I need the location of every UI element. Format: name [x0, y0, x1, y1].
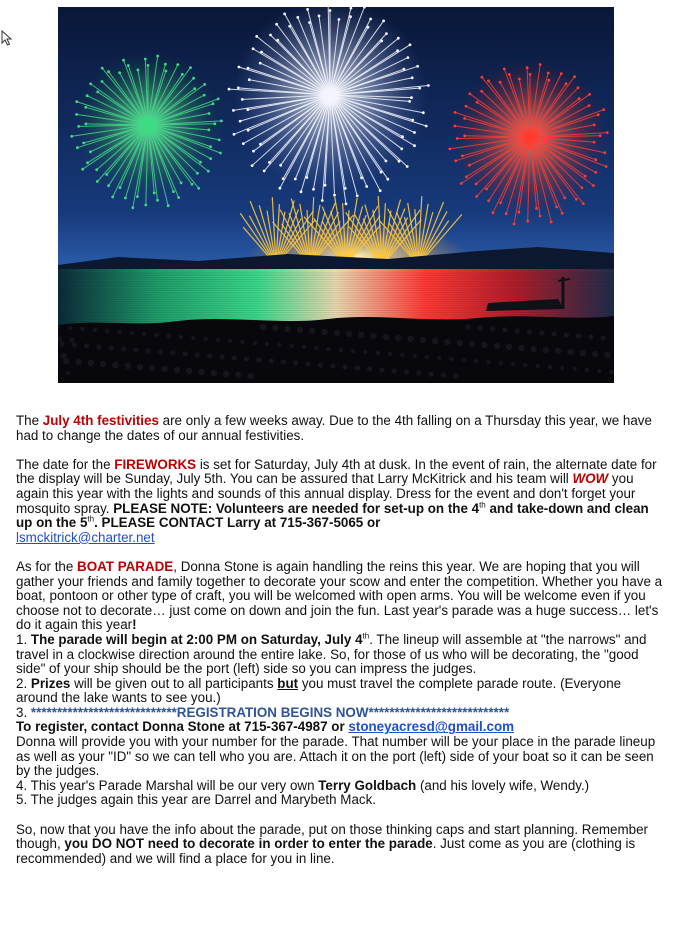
boat-parade-highlight: BOAT PARADE: [77, 558, 174, 574]
fireworks-photo: [58, 7, 614, 383]
july-4th-highlight: July 4th festivities: [42, 413, 159, 428]
fireworks-paragraph: The date for the FIREWORKS is set for Saturday, July 4th at dusk. In the event of rain, the alternate date for the display will be Sunday, July 5th. You can be assured that Larry McKitrick and his team will WOW you again this year with the lights and sounds of this annual display. Dress for the event and don't forget your mosquito spray. PLEASE NOTE: Volunteers are needed for set-up on the 4th and take-down and clean up on the 5th. PLEASE CONTACT Larry at 715-367-5065 or lsmckitrick@charter.net: [16, 456, 657, 545]
registration-contact: To register, contact Donna Stone at 715-367-4987 or: [16, 719, 349, 735]
registration-banner: ****************************REGISTRATION BEGINS NOW***************************: [30, 704, 510, 720]
donna-email-link[interactable]: stoneyacresd@gmail.com: [348, 719, 515, 735]
mouse-pointer-icon: [1, 30, 13, 46]
list-item-2: 2. Prizes will be given out to all participants but you must travel the complete parade route. (Everyone around the lake wants to see you.): [16, 675, 622, 706]
list-item-4: 4. This year's Parade Marshal will be our very own Terry Goldbach (and his lovely wife, Wendy.): [16, 777, 590, 793]
newsletter-body: [16, 414, 666, 866]
larry-email-link[interactable]: lsmckitrick@charter.net: [16, 529, 155, 545]
wow-highlight: WOW: [572, 471, 609, 487]
list-item-1: 1. The parade will begin at 2:00 PM on Saturday, July 4th. The lineup will assemble at "the narrows" and travel in a clockwise direction around the entire lake. So, for those of us who will be decorating, the "good side" of your ship should be the port (left) side so you can impress the judges.: [16, 631, 647, 677]
fireworks-highlight: FIREWORKS: [114, 456, 197, 472]
boat-parade-paragraph: As for the BOAT PARADE, Donna Stone is again handling the reins this year. We are hoping that you will gather your friends and family together to decorate your scow and enter the competition. Whether you have a boat, pontoon or other type of craft, you will be welcomed with open arms. You will be welcome even if you choose not to decorate… just come on down and join the fun. Last year's parade was a huge success… let's do it again this year!: [16, 558, 663, 633]
list-item-5: 5. The judges again this year are Darrel and Marybeth Mack.: [16, 792, 376, 808]
intro-paragraph: The July 4th festivities are only a few weeks away. Due to the 4th falling on a Thursday this year, we have had to change the dates of our annual festivities.: [16, 413, 652, 443]
closing-paragraph: So, now that you have the info about the parade, put on those thinking caps and start planning. Remember though, you DO NOT need to decorate in order to enter the parade. Just come as you are (clothing is recommended) and we will find a place for you in line.: [16, 821, 649, 866]
list-item-3: 3. ****************************REGISTRATION BEGINS NOW*************************** To register, contact Donna Stone at 715-367-4987 or stoneyacresd@gmail.com Donna will provide you with your number for the parade. That number will be your place in the parade lineup as well as your "ID" so we can tell who you are. Attach it on the port (left) side of your boat so it can be seen by the judges.: [16, 704, 656, 779]
